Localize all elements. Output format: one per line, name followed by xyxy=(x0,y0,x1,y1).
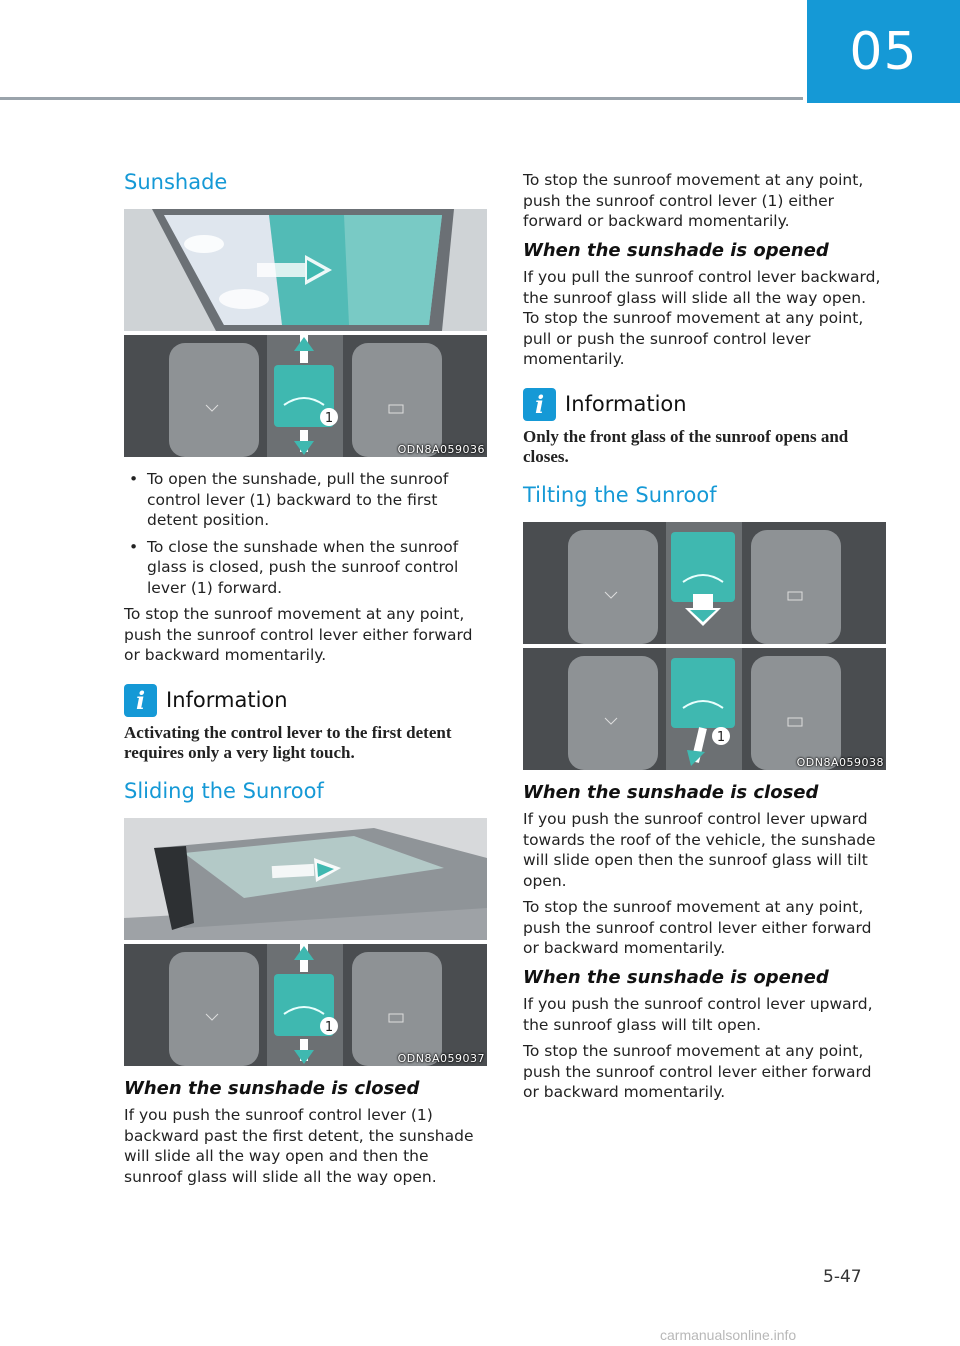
sliding-closed-paragraph: If you push the sunroof control lever (1) backward past the first detent, the sunshade will slide all the way open and then the sunroof glass will slide all the way open. xyxy=(124,1106,474,1186)
sunshade-stop-paragraph: To stop the sunroof movement at any point, push the sunroof control lever either forward or backward momentarily. xyxy=(124,605,473,665)
tilting-opened-heading: When the sunshade is opened xyxy=(523,966,829,988)
right-column xyxy=(523,170,886,1109)
section-title-sunshade: Sunshade xyxy=(124,170,228,194)
opened-paragraph: If you pull the sunroof control lever backward, the sunroof glass will slide all the way open. To stop the sunroof movement at any point, pull or push the sunroof control lever momentarily. xyxy=(523,268,881,369)
tilting-closed-paragraph-1: If you push the sunroof control lever upward towards the roof of the vehicle, the sunshade will slide open then the sunroof glass will tilt open. xyxy=(523,810,876,890)
tilting-opened-paragraph-1: If you push the sunroof control lever upward, the sunroof glass will tilt open. xyxy=(523,995,873,1034)
figure-tilting xyxy=(523,522,886,770)
left-column xyxy=(124,170,487,1193)
info-title: Information xyxy=(166,688,288,713)
list-item: • To close the sunshade when the sunroof glass is closed, push the sunroof control lever (1) forward. xyxy=(124,537,487,599)
section-title-sliding: Sliding the Sunroof xyxy=(124,778,324,803)
info-text: Only the front glass of the sunroof opens and closes. xyxy=(523,426,849,466)
page-number: 5-47 xyxy=(823,1267,862,1287)
figure-code: ODN8A059036 xyxy=(397,443,485,457)
info-icon: i xyxy=(523,388,556,421)
info-text: Activating the control lever to the first detent requires only a very light touch. xyxy=(124,722,452,762)
callout-1: 1 xyxy=(324,411,334,427)
right-intro-paragraph: To stop the sunroof movement at any point, push the sunroof control lever (1) either forward or backward momentarily. xyxy=(523,171,864,230)
sunshade-roof-illustration xyxy=(124,209,487,331)
info-heading xyxy=(523,388,886,421)
sunshade-bullet-list xyxy=(124,469,487,598)
section-title-tilting: Tilting the Sunroof xyxy=(523,482,717,507)
tilting-closed-heading: When the sunshade is closed xyxy=(523,781,819,803)
tilting-lever-illustration-top xyxy=(523,522,886,644)
figure-code: ODN8A059037 xyxy=(397,1051,485,1065)
sliding-closed-heading: When the sunshade is closed xyxy=(124,1077,420,1099)
info-title: Information xyxy=(565,392,687,417)
info-icon: i xyxy=(124,684,157,717)
sliding-roof-illustration xyxy=(124,818,487,940)
header-rule xyxy=(0,97,803,100)
tilting-opened-paragraph-2: To stop the sunroof movement at any point, push the sunroof control lever either forward or backward momentarily. xyxy=(523,1042,872,1102)
callout-1: 1 xyxy=(324,1019,334,1035)
callout-1: 1 xyxy=(716,729,726,745)
sunshade-lever-illustration xyxy=(124,335,487,457)
sliding-lever-illustration xyxy=(124,944,487,1066)
tilting-closed-paragraph-2: To stop the sunroof movement at any point, push the sunroof control lever either forward or backward momentarily. xyxy=(523,898,872,958)
figure-code: ODN8A059038 xyxy=(796,755,884,769)
list-item: • To open the sunshade, pull the sunroof control lever (1) backward to the first detent position. xyxy=(124,469,487,531)
figure-sunshade xyxy=(124,209,487,457)
figure-sliding xyxy=(124,818,487,1066)
opened-heading: When the sunshade is opened xyxy=(523,239,829,261)
chapter-tab: 05 xyxy=(807,0,960,103)
info-heading xyxy=(124,684,487,717)
tilting-lever-illustration-bottom xyxy=(523,648,886,770)
watermark: carmanualsonline.info xyxy=(660,1327,797,1343)
